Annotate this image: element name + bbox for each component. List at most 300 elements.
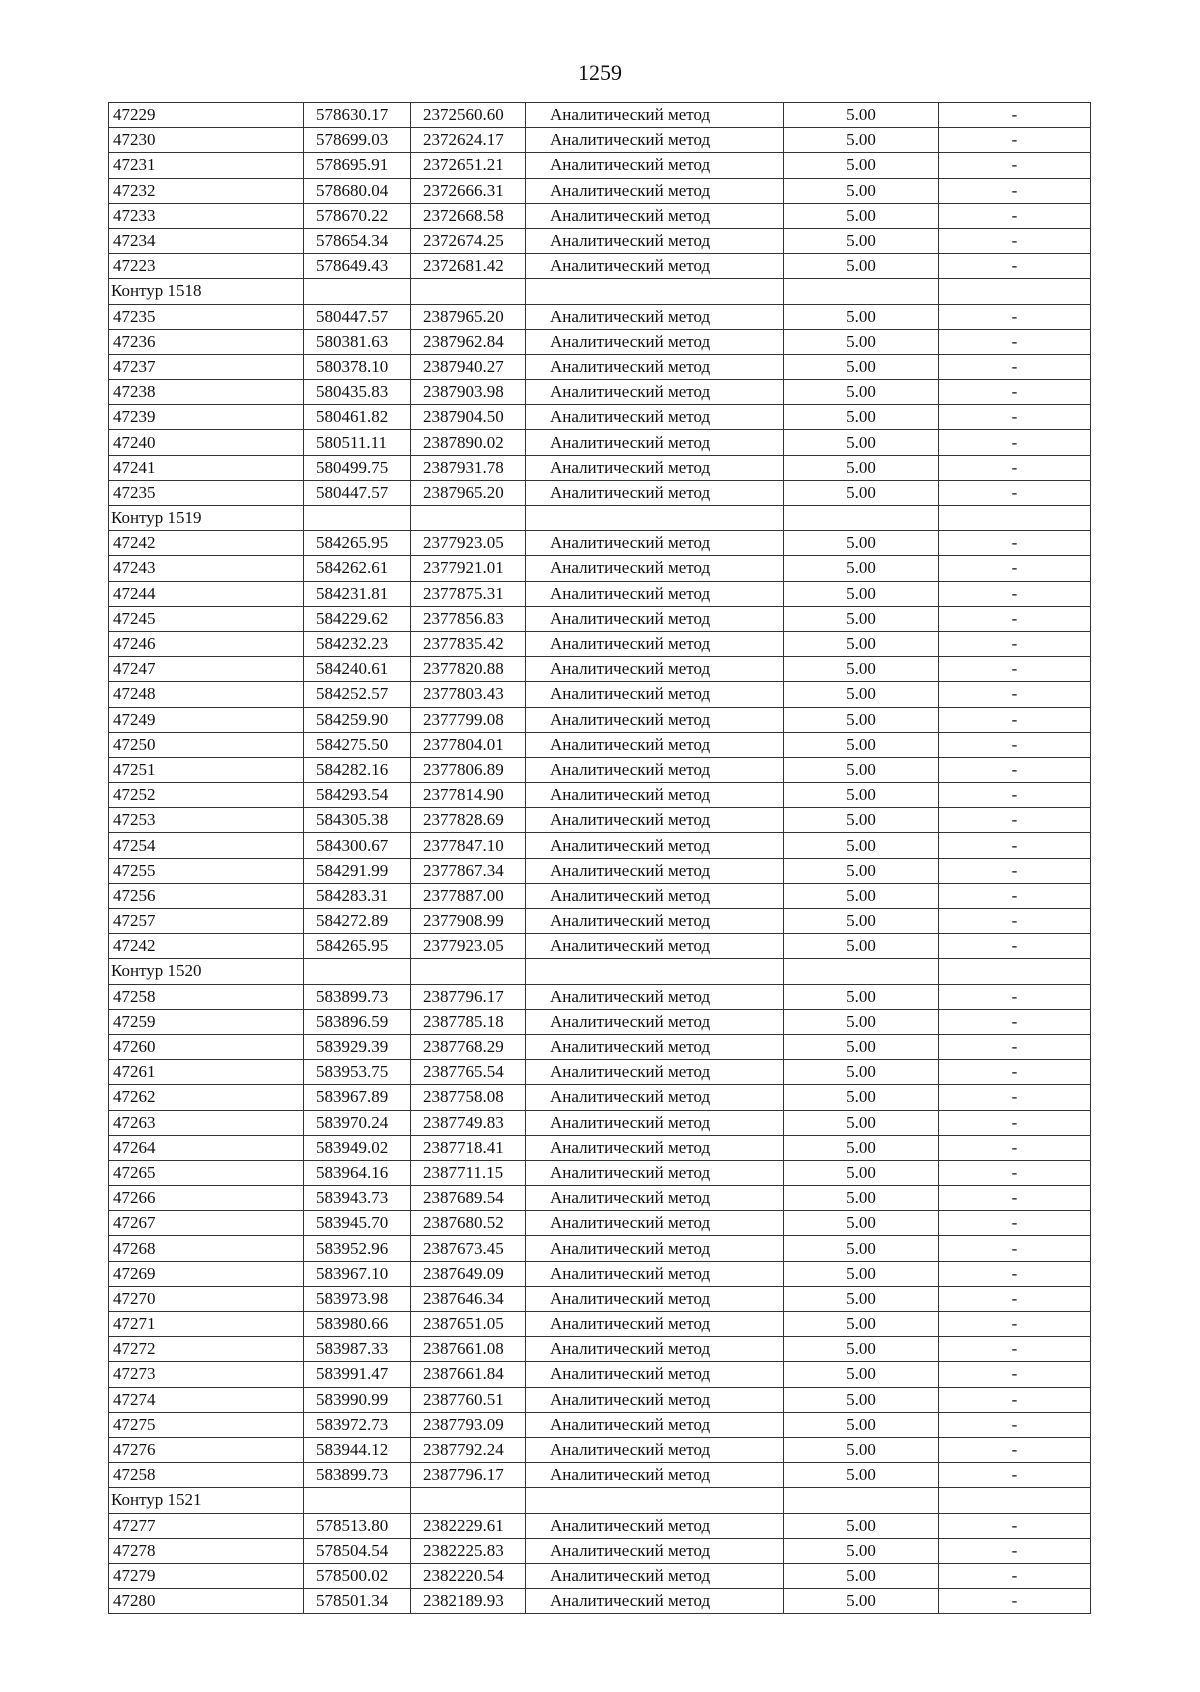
- point-id-cell: 47255: [109, 858, 304, 883]
- description-cell: -: [939, 103, 1091, 128]
- point-id-cell: 47231: [109, 153, 304, 178]
- method-cell: Аналитический метод: [526, 808, 784, 833]
- method-cell: Аналитический метод: [526, 581, 784, 606]
- contour-header-row: [109, 279, 1091, 304]
- coord-x-cell: 584259.90: [304, 707, 411, 732]
- coord-x-cell: 578513.80: [304, 1513, 411, 1538]
- description-cell: -: [939, 1412, 1091, 1437]
- table-row: [109, 1312, 1091, 1337]
- description-cell: -: [939, 480, 1091, 505]
- accuracy-cell: 5.00: [784, 1261, 939, 1286]
- accuracy-cell: 5.00: [784, 430, 939, 455]
- description-cell: -: [939, 606, 1091, 631]
- accuracy-cell: 5.00: [784, 1312, 939, 1337]
- coord-y-cell: 2387903.98: [411, 380, 526, 405]
- description-cell: -: [939, 657, 1091, 682]
- accuracy-cell: 5.00: [784, 1135, 939, 1160]
- coord-y-cell: 2387904.50: [411, 405, 526, 430]
- point-id-cell: 47263: [109, 1110, 304, 1135]
- coord-x-cell: 584283.31: [304, 883, 411, 908]
- method-cell: Аналитический метод: [526, 1513, 784, 1538]
- point-id-cell: 47248: [109, 682, 304, 707]
- coord-x-cell: 578504.54: [304, 1538, 411, 1563]
- description-cell: -: [939, 883, 1091, 908]
- coord-x-cell: 584265.95: [304, 531, 411, 556]
- point-id-cell: 47230: [109, 128, 304, 153]
- coord-x-cell: 578500.02: [304, 1563, 411, 1588]
- method-cell: Аналитический метод: [526, 228, 784, 253]
- contour-label: Контур 1520: [109, 959, 304, 984]
- table-row: [109, 254, 1091, 279]
- method-cell: Аналитический метод: [526, 1387, 784, 1412]
- accuracy-cell: 5.00: [784, 1387, 939, 1412]
- method-cell: Аналитический метод: [526, 480, 784, 505]
- accuracy-cell: 5.00: [784, 480, 939, 505]
- coord-y-cell: 2377908.99: [411, 909, 526, 934]
- accuracy-cell: 5.00: [784, 1286, 939, 1311]
- coord-x-cell: 584265.95: [304, 934, 411, 959]
- coord-x-cell: 584232.23: [304, 631, 411, 656]
- coord-y-cell: 2387718.41: [411, 1135, 526, 1160]
- description-cell: -: [939, 1236, 1091, 1261]
- empty-cell: [526, 959, 784, 984]
- description-cell: -: [939, 228, 1091, 253]
- method-cell: Аналитический метод: [526, 606, 784, 631]
- method-cell: Аналитический метод: [526, 1085, 784, 1110]
- point-id-cell: 47258: [109, 984, 304, 1009]
- description-cell: -: [939, 581, 1091, 606]
- coord-x-cell: 583899.73: [304, 1463, 411, 1488]
- contour-header-row: [109, 506, 1091, 531]
- accuracy-cell: 5.00: [784, 1337, 939, 1362]
- description-cell: -: [939, 1060, 1091, 1085]
- description-cell: -: [939, 128, 1091, 153]
- description-cell: -: [939, 833, 1091, 858]
- table-row: [109, 480, 1091, 505]
- method-cell: Аналитический метод: [526, 128, 784, 153]
- table-row: [109, 304, 1091, 329]
- coord-y-cell: 2387711.15: [411, 1160, 526, 1185]
- coord-y-cell: 2387765.54: [411, 1060, 526, 1085]
- point-id-cell: 47266: [109, 1186, 304, 1211]
- table-row: [109, 380, 1091, 405]
- accuracy-cell: 5.00: [784, 203, 939, 228]
- point-id-cell: 47262: [109, 1085, 304, 1110]
- table-row: [109, 531, 1091, 556]
- table-row: [109, 329, 1091, 354]
- description-cell: -: [939, 1337, 1091, 1362]
- coord-x-cell: 584262.61: [304, 556, 411, 581]
- table-row: [109, 1034, 1091, 1059]
- method-cell: Аналитический метод: [526, 1034, 784, 1059]
- coord-y-cell: 2387661.08: [411, 1337, 526, 1362]
- method-cell: Аналитический метод: [526, 329, 784, 354]
- point-id-cell: 47233: [109, 203, 304, 228]
- method-cell: Аналитический метод: [526, 1110, 784, 1135]
- contour-label: Контур 1518: [109, 279, 304, 304]
- coord-y-cell: 2372674.25: [411, 228, 526, 253]
- accuracy-cell: 5.00: [784, 858, 939, 883]
- point-id-cell: 47254: [109, 833, 304, 858]
- empty-cell: [526, 506, 784, 531]
- point-id-cell: 47250: [109, 732, 304, 757]
- accuracy-cell: 5.00: [784, 128, 939, 153]
- coord-x-cell: 578680.04: [304, 178, 411, 203]
- accuracy-cell: 5.00: [784, 1009, 939, 1034]
- method-cell: Аналитический метод: [526, 304, 784, 329]
- point-id-cell: 47269: [109, 1261, 304, 1286]
- coord-y-cell: 2372560.60: [411, 103, 526, 128]
- coord-x-cell: 584291.99: [304, 858, 411, 883]
- method-cell: Аналитический метод: [526, 556, 784, 581]
- method-cell: Аналитический метод: [526, 1412, 784, 1437]
- method-cell: Аналитический метод: [526, 531, 784, 556]
- method-cell: Аналитический метод: [526, 1463, 784, 1488]
- method-cell: Аналитический метод: [526, 1160, 784, 1185]
- coord-y-cell: 2377856.83: [411, 606, 526, 631]
- description-cell: -: [939, 405, 1091, 430]
- coord-y-cell: 2372681.42: [411, 254, 526, 279]
- coord-x-cell: 583973.98: [304, 1286, 411, 1311]
- point-id-cell: 47234: [109, 228, 304, 253]
- coord-x-cell: 580447.57: [304, 304, 411, 329]
- coord-y-cell: 2387651.05: [411, 1312, 526, 1337]
- coord-x-cell: 584282.16: [304, 757, 411, 782]
- description-cell: -: [939, 1110, 1091, 1135]
- point-id-cell: 47239: [109, 405, 304, 430]
- empty-cell: [784, 959, 939, 984]
- point-id-cell: 47273: [109, 1362, 304, 1387]
- coord-y-cell: 2377804.01: [411, 732, 526, 757]
- accuracy-cell: 5.00: [784, 1060, 939, 1085]
- coord-y-cell: 2377921.01: [411, 556, 526, 581]
- description-cell: -: [939, 254, 1091, 279]
- table-row: [109, 1412, 1091, 1437]
- accuracy-cell: 5.00: [784, 455, 939, 480]
- method-cell: Аналитический метод: [526, 757, 784, 782]
- method-cell: Аналитический метод: [526, 1362, 784, 1387]
- table-row: [109, 556, 1091, 581]
- table-row: [109, 883, 1091, 908]
- point-id-cell: 47261: [109, 1060, 304, 1085]
- method-cell: Аналитический метод: [526, 1312, 784, 1337]
- method-cell: Аналитический метод: [526, 1211, 784, 1236]
- empty-cell: [784, 279, 939, 304]
- method-cell: Аналитический метод: [526, 631, 784, 656]
- coord-x-cell: 578699.03: [304, 128, 411, 153]
- coord-x-cell: 580378.10: [304, 354, 411, 379]
- coord-x-cell: 584231.81: [304, 581, 411, 606]
- point-id-cell: 47232: [109, 178, 304, 203]
- table-row: [109, 405, 1091, 430]
- coord-y-cell: 2382225.83: [411, 1538, 526, 1563]
- point-id-cell: 47258: [109, 1463, 304, 1488]
- point-id-cell: 47271: [109, 1312, 304, 1337]
- description-cell: -: [939, 909, 1091, 934]
- table-row: [109, 1563, 1091, 1588]
- point-id-cell: 47236: [109, 329, 304, 354]
- method-cell: Аналитический метод: [526, 254, 784, 279]
- point-id-cell: 47279: [109, 1563, 304, 1588]
- empty-cell: [411, 1488, 526, 1513]
- coordinates-table: [108, 102, 1091, 1614]
- method-cell: Аналитический метод: [526, 1009, 784, 1034]
- table-row: [109, 707, 1091, 732]
- coord-x-cell: 584300.67: [304, 833, 411, 858]
- accuracy-cell: 5.00: [784, 682, 939, 707]
- description-cell: -: [939, 1261, 1091, 1286]
- point-id-cell: 47249: [109, 707, 304, 732]
- table-row: [109, 581, 1091, 606]
- accuracy-cell: 5.00: [784, 405, 939, 430]
- method-cell: Аналитический метод: [526, 455, 784, 480]
- point-id-cell: 47238: [109, 380, 304, 405]
- point-id-cell: 47276: [109, 1437, 304, 1462]
- coord-x-cell: 583970.24: [304, 1110, 411, 1135]
- accuracy-cell: 5.00: [784, 1211, 939, 1236]
- method-cell: Аналитический метод: [526, 380, 784, 405]
- description-cell: -: [939, 531, 1091, 556]
- point-id-cell: 47245: [109, 606, 304, 631]
- method-cell: Аналитический метод: [526, 1337, 784, 1362]
- point-id-cell: 47240: [109, 430, 304, 455]
- coord-y-cell: 2382220.54: [411, 1563, 526, 1588]
- description-cell: -: [939, 1286, 1091, 1311]
- point-id-cell: 47235: [109, 304, 304, 329]
- point-id-cell: 47247: [109, 657, 304, 682]
- coord-x-cell: 583990.99: [304, 1387, 411, 1412]
- table-row: [109, 1362, 1091, 1387]
- table-row: [109, 1009, 1091, 1034]
- method-cell: Аналитический метод: [526, 1563, 784, 1588]
- accuracy-cell: 5.00: [784, 1463, 939, 1488]
- table-row: [109, 1589, 1091, 1614]
- table-row: [109, 1538, 1091, 1563]
- description-cell: -: [939, 1513, 1091, 1538]
- method-cell: Аналитический метод: [526, 1538, 784, 1563]
- coord-y-cell: 2382189.93: [411, 1589, 526, 1614]
- empty-cell: [411, 279, 526, 304]
- coord-x-cell: 584293.54: [304, 783, 411, 808]
- coord-x-cell: 580381.63: [304, 329, 411, 354]
- coord-y-cell: 2387768.29: [411, 1034, 526, 1059]
- description-cell: -: [939, 934, 1091, 959]
- table-row: [109, 354, 1091, 379]
- point-id-cell: 47280: [109, 1589, 304, 1614]
- empty-cell: [411, 959, 526, 984]
- coord-x-cell: 580461.82: [304, 405, 411, 430]
- coord-y-cell: 2387940.27: [411, 354, 526, 379]
- accuracy-cell: 5.00: [784, 757, 939, 782]
- coord-x-cell: 583929.39: [304, 1034, 411, 1059]
- accuracy-cell: 5.00: [784, 783, 939, 808]
- coord-y-cell: 2387792.24: [411, 1437, 526, 1462]
- accuracy-cell: 5.00: [784, 304, 939, 329]
- point-id-cell: 47278: [109, 1538, 304, 1563]
- table-row: [109, 682, 1091, 707]
- table-row: [109, 783, 1091, 808]
- coord-x-cell: 584252.57: [304, 682, 411, 707]
- method-cell: Аналитический метод: [526, 984, 784, 1009]
- method-cell: Аналитический метод: [526, 858, 784, 883]
- contour-header-row: [109, 1488, 1091, 1513]
- method-cell: Аналитический метод: [526, 1261, 784, 1286]
- coord-x-cell: 578695.91: [304, 153, 411, 178]
- accuracy-cell: 5.00: [784, 254, 939, 279]
- coord-x-cell: 584240.61: [304, 657, 411, 682]
- point-id-cell: 47264: [109, 1135, 304, 1160]
- description-cell: -: [939, 1034, 1091, 1059]
- coord-y-cell: 2387689.54: [411, 1186, 526, 1211]
- coord-y-cell: 2387796.17: [411, 1463, 526, 1488]
- table-row: [109, 1186, 1091, 1211]
- table-row: [109, 808, 1091, 833]
- description-cell: -: [939, 1135, 1091, 1160]
- table-row: [109, 128, 1091, 153]
- table-row: [109, 732, 1091, 757]
- method-cell: Аналитический метод: [526, 657, 784, 682]
- point-id-cell: 47256: [109, 883, 304, 908]
- point-id-cell: 47237: [109, 354, 304, 379]
- coord-y-cell: 2372624.17: [411, 128, 526, 153]
- point-id-cell: 47251: [109, 757, 304, 782]
- coord-x-cell: 578649.43: [304, 254, 411, 279]
- point-id-cell: 47242: [109, 934, 304, 959]
- table-row: [109, 430, 1091, 455]
- table-row: [109, 1286, 1091, 1311]
- empty-cell: [304, 959, 411, 984]
- coord-x-cell: 583944.12: [304, 1437, 411, 1462]
- coord-y-cell: 2377923.05: [411, 531, 526, 556]
- table-row: [109, 1437, 1091, 1462]
- point-id-cell: 47259: [109, 1009, 304, 1034]
- method-cell: Аналитический метод: [526, 430, 784, 455]
- description-cell: -: [939, 783, 1091, 808]
- description-cell: -: [939, 455, 1091, 480]
- accuracy-cell: 5.00: [784, 1110, 939, 1135]
- accuracy-cell: 5.00: [784, 833, 939, 858]
- coord-x-cell: 583945.70: [304, 1211, 411, 1236]
- method-cell: Аналитический метод: [526, 153, 784, 178]
- table-body: [109, 103, 1091, 1614]
- table-row: [109, 909, 1091, 934]
- accuracy-cell: 5.00: [784, 178, 939, 203]
- empty-cell: [784, 1488, 939, 1513]
- point-id-cell: 47244: [109, 581, 304, 606]
- table-row: [109, 228, 1091, 253]
- coord-x-cell: 580447.57: [304, 480, 411, 505]
- method-cell: Аналитический метод: [526, 1186, 784, 1211]
- description-cell: -: [939, 178, 1091, 203]
- coord-y-cell: 2377867.34: [411, 858, 526, 883]
- method-cell: Аналитический метод: [526, 1437, 784, 1462]
- description-cell: -: [939, 380, 1091, 405]
- coord-y-cell: 2387749.83: [411, 1110, 526, 1135]
- accuracy-cell: 5.00: [784, 581, 939, 606]
- coord-y-cell: 2377803.43: [411, 682, 526, 707]
- point-id-cell: 47243: [109, 556, 304, 581]
- method-cell: Аналитический метод: [526, 178, 784, 203]
- coord-y-cell: 2387931.78: [411, 455, 526, 480]
- method-cell: Аналитический метод: [526, 934, 784, 959]
- method-cell: Аналитический метод: [526, 405, 784, 430]
- description-cell: -: [939, 1009, 1091, 1034]
- description-cell: -: [939, 808, 1091, 833]
- coord-y-cell: 2377828.69: [411, 808, 526, 833]
- coord-x-cell: 578501.34: [304, 1589, 411, 1614]
- description-cell: -: [939, 707, 1091, 732]
- accuracy-cell: 5.00: [784, 707, 939, 732]
- empty-cell: [939, 1488, 1091, 1513]
- accuracy-cell: 5.00: [784, 883, 939, 908]
- accuracy-cell: 5.00: [784, 329, 939, 354]
- coord-y-cell: 2377835.42: [411, 631, 526, 656]
- method-cell: Аналитический метод: [526, 1286, 784, 1311]
- method-cell: Аналитический метод: [526, 1236, 784, 1261]
- accuracy-cell: 5.00: [784, 1563, 939, 1588]
- point-id-cell: 47260: [109, 1034, 304, 1059]
- accuracy-cell: 5.00: [784, 1437, 939, 1462]
- coord-y-cell: 2377847.10: [411, 833, 526, 858]
- coord-x-cell: 583967.89: [304, 1085, 411, 1110]
- coord-x-cell: 583899.73: [304, 984, 411, 1009]
- description-cell: -: [939, 1186, 1091, 1211]
- coord-y-cell: 2377923.05: [411, 934, 526, 959]
- table-row: [109, 1060, 1091, 1085]
- description-cell: -: [939, 556, 1091, 581]
- point-id-cell: 47270: [109, 1286, 304, 1311]
- coord-x-cell: 578654.34: [304, 228, 411, 253]
- coord-x-cell: 580511.11: [304, 430, 411, 455]
- coord-y-cell: 2387962.84: [411, 329, 526, 354]
- coord-y-cell: 2387965.20: [411, 304, 526, 329]
- coord-y-cell: 2387649.09: [411, 1261, 526, 1286]
- point-id-cell: 47223: [109, 254, 304, 279]
- accuracy-cell: 5.00: [784, 153, 939, 178]
- accuracy-cell: 5.00: [784, 1589, 939, 1614]
- point-id-cell: 47229: [109, 103, 304, 128]
- point-id-cell: 47272: [109, 1337, 304, 1362]
- table-row: [109, 1337, 1091, 1362]
- coord-x-cell: 583980.66: [304, 1312, 411, 1337]
- table-row: [109, 934, 1091, 959]
- table-row: [109, 1110, 1091, 1135]
- page-number: 1259: [578, 60, 622, 85]
- table-row: [109, 1085, 1091, 1110]
- accuracy-cell: 5.00: [784, 354, 939, 379]
- method-cell: Аналитический метод: [526, 883, 784, 908]
- accuracy-cell: 5.00: [784, 732, 939, 757]
- coord-y-cell: 2387785.18: [411, 1009, 526, 1034]
- method-cell: Аналитический метод: [526, 1060, 784, 1085]
- description-cell: -: [939, 430, 1091, 455]
- empty-cell: [526, 1488, 784, 1513]
- description-cell: -: [939, 1362, 1091, 1387]
- table-row: [109, 1463, 1091, 1488]
- accuracy-cell: 5.00: [784, 1362, 939, 1387]
- accuracy-cell: 5.00: [784, 909, 939, 934]
- description-cell: -: [939, 329, 1091, 354]
- coord-y-cell: 2387661.84: [411, 1362, 526, 1387]
- table-row: [109, 757, 1091, 782]
- point-id-cell: 47277: [109, 1513, 304, 1538]
- empty-cell: [304, 506, 411, 531]
- table-row: [109, 153, 1091, 178]
- coord-x-cell: 583949.02: [304, 1135, 411, 1160]
- accuracy-cell: 5.00: [784, 1034, 939, 1059]
- coord-y-cell: 2377814.90: [411, 783, 526, 808]
- coord-x-cell: 583991.47: [304, 1362, 411, 1387]
